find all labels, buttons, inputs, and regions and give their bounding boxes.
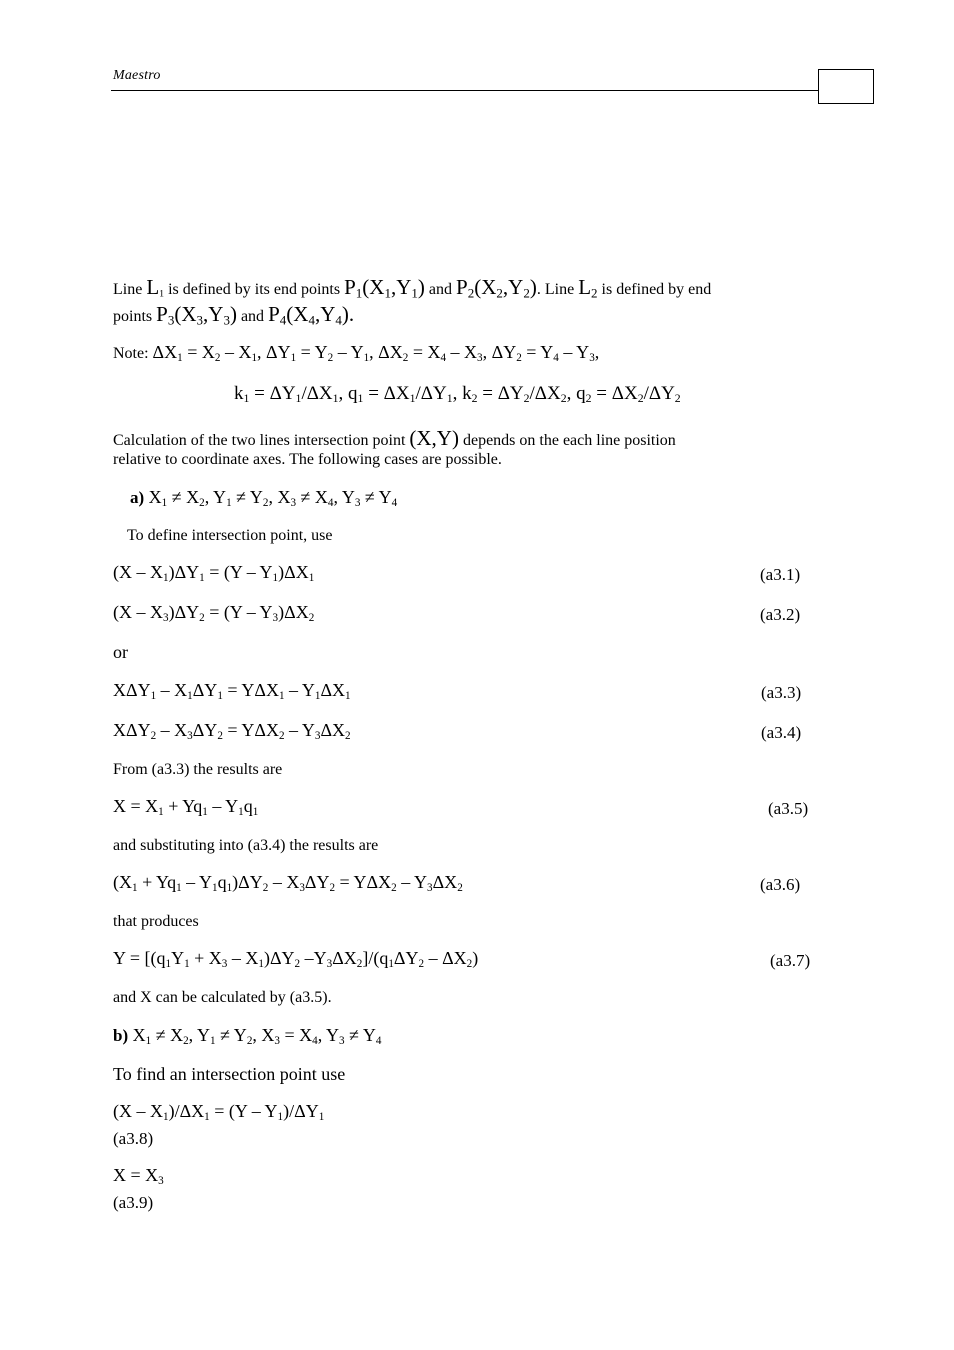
- intro-text: is defined by its end points: [168, 281, 341, 298]
- equation-a3-8: $(X - X_1)/\Delta X_1 = (Y - Y_1)/\Delta Y_1$: [113, 1101, 325, 1123]
- equation-number: (a3.3): [761, 683, 802, 702]
- equation-number: (a3.5): [768, 799, 809, 818]
- calc-line-2: relative to coordinate axes. The following cases are possible.: [113, 451, 502, 468]
- equation-a3-4: $X\Delta Y_2 - X_3\Delta Y_2 = Y\Delta X_2 - Y_3\Delta X_2$: [113, 720, 351, 742]
- equation-a3-1: $(X - X_1)\Delta Y_1 = (Y - Y_1)\Delta X_1$: [113, 562, 315, 584]
- or-text: or: [113, 642, 128, 662]
- running-header-title: Maestro: [113, 68, 161, 83]
- produces-text: that produces: [113, 913, 199, 930]
- substitution-text: and substituting into (a3.4) the results are: [113, 837, 379, 854]
- page-number-box: [818, 69, 874, 104]
- equation-a3-6: $(X_1 + Yq_1 - Y_1q_1)\Delta Y_2 - X_3\Delta Y_2 = Y\Delta X_2 - Y_3\Delta X_2$: [113, 872, 463, 894]
- equation-a3-5: $X = X_1 + Yq_1 - Y_1q_1$: [113, 796, 259, 818]
- equation-a3-2: $(X - X_3)\Delta Y_2 = (Y - Y_3)\Delta X_2$: [113, 602, 315, 624]
- calc-text: Calculation of the two lines intersection point: [113, 432, 406, 449]
- from-text: From (a3.3) the results are: [113, 761, 283, 778]
- intro-text: . Line: [536, 281, 575, 298]
- equation-number: (a3.1): [760, 565, 801, 584]
- intro-line-2: points $P_3(X_3,Y_3)$ and $P_4(X_4,Y_4)$.: [113, 302, 355, 328]
- equation-number: (a3.7): [770, 951, 811, 970]
- case-b-intro: To find an intersection point use: [113, 1064, 346, 1084]
- kq-definitions: $k_1 = \Delta Y_1/\Delta X_1$, $q_1 = \Delta X_1/\Delta Y_1$, $k_2 = \Delta Y_2/\Delta X_2$, $q_2 = \Delta X_2/\Delta Y_2$: [234, 383, 681, 405]
- case-b-label: b): [113, 1026, 129, 1045]
- intersection-point: (X,Y): [409, 426, 459, 450]
- equation-number: (a3.4): [761, 723, 802, 742]
- equation-a3-3: $X\Delta Y_1 - X_1\Delta Y_1 = Y\Delta X_1 - Y_1\Delta X_1$: [113, 680, 351, 702]
- final-text: and X can be calculated by (a3.5).: [113, 989, 332, 1006]
- equation-number: (a3.9): [113, 1193, 154, 1212]
- case-a-heading: a) $X_1 \ne X_2$, $Y_1 \ne Y_2$, $X_3 \ne X_4$, $Y_3 \ne Y_4$: [130, 487, 398, 509]
- equation-a3-7: $Y = [(q_1Y_1 + X_3 - X_1)\Delta Y_2$ $-Y_3\Delta X_2]/(q_1\Delta Y_2 - \Delta X_2)$: [113, 948, 479, 970]
- intro-text: points: [113, 308, 153, 325]
- equation-number: (a3.2): [760, 605, 801, 624]
- intro-text: and: [240, 308, 265, 325]
- intro-text: Line: [113, 281, 143, 298]
- intro-line-1: Line $L_1$ is defined by its end points $P_1(X_1,Y_1)$ and $P_2(X_2,Y_2)$. Line $L_2$ is defined by end: [113, 275, 712, 301]
- equation-number: (a3.6): [760, 875, 801, 894]
- header-rule: [111, 90, 819, 91]
- intro-text: and: [428, 281, 453, 298]
- case-b-heading: b) $X_1 \ne X_2$, $Y_1 \ne Y_2$, $X_3 = X_4$, $Y_3 \ne Y_4$: [113, 1025, 382, 1047]
- note-line: Note: $\Delta X_1 = X_2 - X_1$, $\Delta Y_1 = Y_2 - Y_1$, $\Delta X_2 = X_4 - X_3$, $\Delta Y_2 = Y_4 - Y_3$,: [113, 342, 600, 364]
- case-a-intro: To define intersection point, use: [127, 527, 333, 544]
- equation-a3-9: $X = X_3$: [113, 1165, 164, 1187]
- calc-text: depends on the each line position: [462, 432, 676, 449]
- equation-number: (a3.8): [113, 1129, 154, 1148]
- case-a-label: a): [130, 488, 145, 507]
- note-label: Note:: [113, 345, 149, 362]
- calc-line-1: [113, 426, 676, 450]
- intro-text: is defined by end: [601, 281, 712, 298]
